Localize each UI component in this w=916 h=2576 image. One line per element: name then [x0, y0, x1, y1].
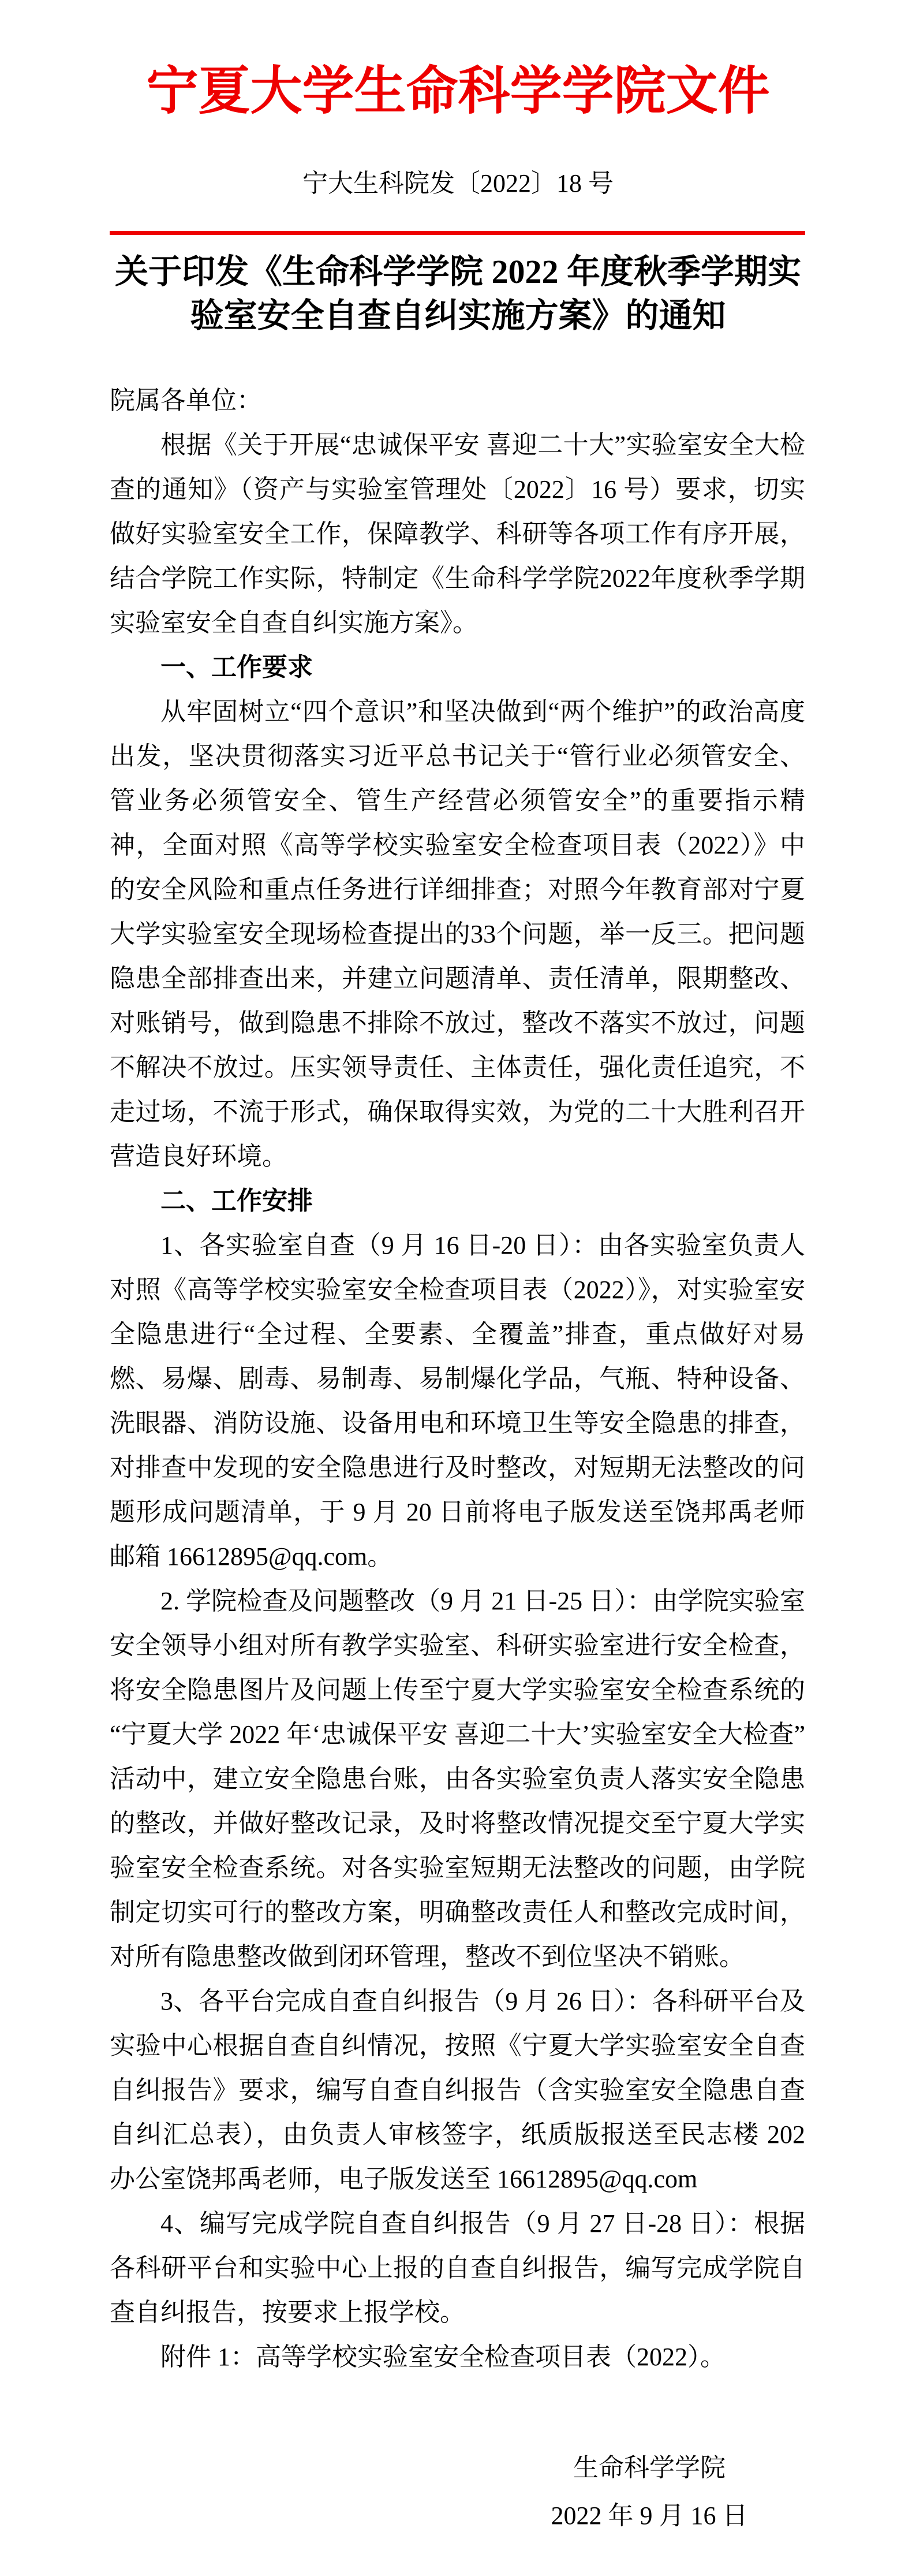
body-paragraph: 院属各单位： [110, 386, 262, 415]
body-paragraph: 从牢固树立“四个意识”和坚决做到“两个维护”的政治高度出发，坚决贯彻落实习近平总书记关于“管行业必须管安全、管业务必须管安全、管生产经营必须管安全”的重要指示精神，全面对照《高等学校实验室安全检查项目表（2022）》中的安全风险和重点任务进行详细排查；对照今年教育部对宁夏大学实验室安全现场检查提出的33个问题，举一反三。把问题隐患全部排查出来，并建立问题清单、责任清单，限期整改、对账销号，做到隐患不排除不放过，整改不落实不放过，问题不解决不放过。压实领导责任、主体责任，强化责任追究，不走过场，不流于形式，确保取得实效，为党的二十大胜利召开营造良好环境。 [110, 698, 805, 1170]
signature-block [505, 2444, 794, 2540]
section-heading: 二、工作安排 [160, 1187, 313, 1215]
body-paragraph: 4、编写完成学院自查自纠报告（9 月 27 日-28 日）：根据各科研平台和实验中心上报的自查自纠报告，编写完成学院自查自纠报告，按要求上报学校。 [110, 2209, 805, 2327]
document-title-line: 验室安全自查自纠实施方案》的通知 [190, 297, 726, 334]
letterhead-org-title: 宁夏大学生命科学学院文件 [146, 63, 770, 120]
issue-number: 宁大生科院发〔2022〕18 号 [302, 169, 614, 197]
red-divider [110, 231, 805, 235]
document-body [110, 378, 805, 2379]
body-paragraph: 1、各实验室自查（9 月 16 日-20 日）：由各实验室负责人对照《高等学校实验室安全检查项目表（2022）》，对实验室安全隐患进行“全过程、全要素、全覆盖”排查，重点做好对易燃、易爆、剧毒、易制毒、易制爆化学品，气瓶、特种设备、洗眼器、消防设施、设备用电和环境卫生等安全隐患的排查，对排查中发现的安全隐患进行及时整改，对短期无法整改的问题形成问题清单，于 9 月 20 日前将电子版发送至饶邦禹老师邮箱 16612895@qq.com。 [110, 1231, 805, 1571]
body-paragraph: 2. 学院检查及问题整改（9 月 21 日-25 日）：由学院实验室安全领导小组对所有教学实验室、科研实验室进行安全检查，将安全隐患图片及问题上传至宁夏大学实验室安全检查系统的“宁夏大学 2022 年‘忠诚保平安 喜迎二十大’实验室安全大检查”活动中，建立安全隐患台账，由各实验室负责人落实安全隐患的整改，并做好整改记录，及时将整改情况提交至宁夏大学实验室安全检查系统。对各实验室短期无法整改的问题，由学院制定切实可行的整改方案，明确整改责任人和整改完成时间，对所有隐患整改做到闭环管理，整改不到位坚决不销账。 [110, 1587, 805, 1971]
signature-date: 2022 年 9 月 16 日 [551, 2502, 748, 2530]
document-title-line: 关于印发《生命科学学院 2022 年度秋季学期实 [114, 253, 801, 290]
signer-name: 生命科学学院 [573, 2454, 726, 2482]
body-paragraph: 3、各平台完成自查自纠报告（9 月 26 日）：各科研平台及实验中心根据自查自纠情况，按照《宁夏大学实验室安全自查自纠报告》要求，编写自查自纠报告（含实验室安全隐患自查自纠汇总表），由负责人审核签字，纸质版报送至民志楼 202 办公室饶邦禹老师，电子版发送至 16612895@qq.com [110, 1987, 805, 2193]
body-paragraph: 根据《关于开展“忠诚保平安 喜迎二十大”实验室安全大检查的通知》（资产与实验室管理处〔2022〕16 号）要求，切实做好实验室安全工作，保障教学、科研等各项工作有序开展，结合学院工作实际，特制定《生命科学学院2022年度秋季学期实验室安全自查自纠实施方案》。 [110, 431, 805, 637]
section-heading: 一、工作要求 [160, 653, 313, 681]
document-title [0, 250, 916, 338]
body-paragraph: 附件 1：高等学校实验室安全检查项目表（2022）。 [160, 2343, 726, 2371]
